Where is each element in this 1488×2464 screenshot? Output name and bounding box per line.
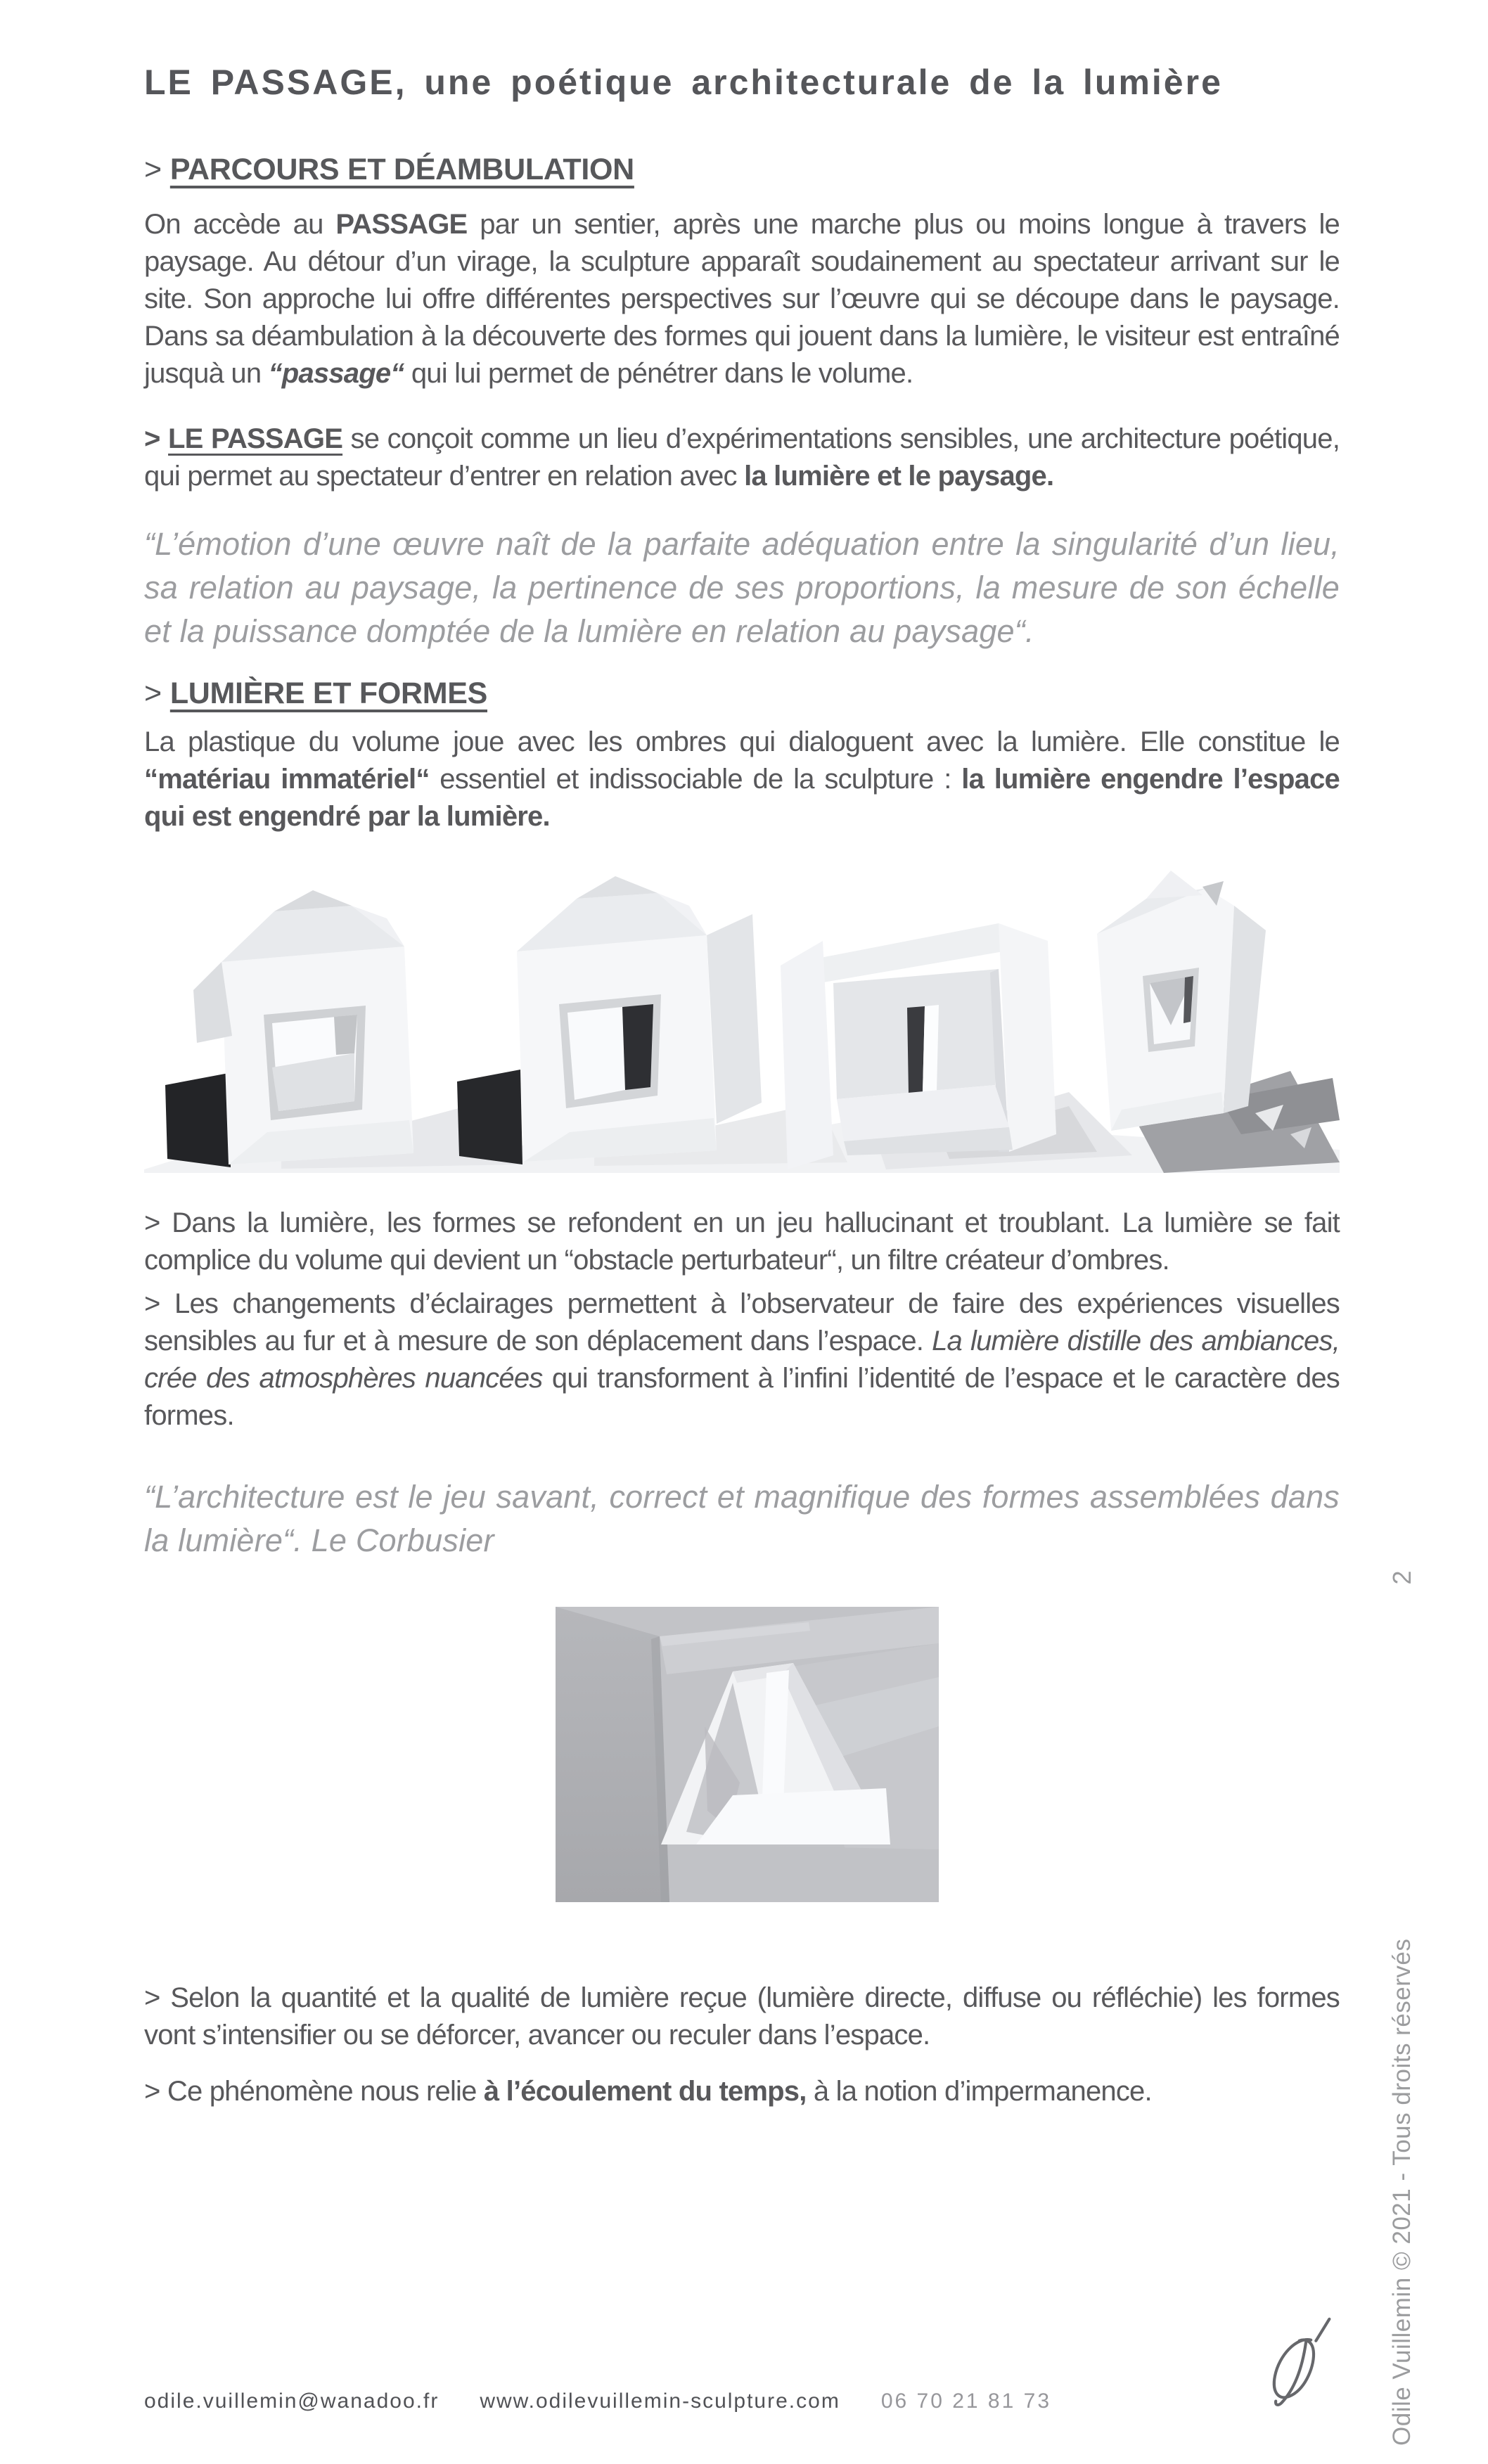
copyright-text: Odile Vuillemin © 2021 - Tous droits réservés	[1388, 1938, 1416, 2446]
text-segment: qui transforment à l’infini l’identité de l’espace et le caractère des formes.	[144, 1363, 1340, 1431]
page-number: 2	[1387, 1570, 1416, 1585]
paragraph-le-passage	[144, 421, 1340, 495]
footer	[144, 2389, 1051, 2413]
footer-website-link[interactable]: www.odilevuillemin-sculpture.com	[480, 2389, 840, 2413]
section-heading-parcours	[144, 152, 1340, 187]
text-segment: On accède au	[144, 209, 336, 240]
section-heading-lumiere	[144, 676, 1340, 711]
copyright-sidebar	[1387, 1570, 1418, 2446]
paragraph-plastique	[144, 724, 1340, 835]
text-segment: “matériau immatériel“	[144, 764, 430, 795]
paragraph-dans-la-lumiere	[144, 1205, 1340, 1279]
text-segment: par un sentier, après une marche plus ou moins longue à travers le paysage. Au détour d’un virage, la sculpture apparaît soudainement au spectateur arrivant sur le site. Son approche lui offre différentes perspectives sur l’œuvre qui se découpe dans le paysage. Dans sa déambulation à la découverte des formes qui jouent dans la lumière, le visiteur est entraîné jusquà un	[144, 209, 1340, 389]
text-segment: La lumière distille des ambiances, crée des atmosphères nuancées	[144, 1326, 1340, 1394]
chevron-prefix: >	[144, 153, 162, 186]
text-segment: > Selon la quantité et la qualité de lumière reçue (lumière directe, diffuse ou réfléchie) les formes vont s’intensifier ou se déforcer, avancer ou reculer dans l’espace.	[144, 1982, 1340, 2051]
quote-emotion: “L’émotion d’une œuvre naît de la parfaite adéquation entre la singularité d’un lieu, sa relation au paysage, la pertinence de ses proportions, la mesure de son échelle et la puissance domptée de la lumière en relation au paysage“.	[144, 526, 1340, 649]
paragraph-phenomene	[144, 2073, 1340, 2110]
paragraph-selon	[144, 1979, 1340, 2054]
sculpture-photo-4	[1097, 871, 1340, 1173]
section-heading-label: PARCOURS ET DÉAMBULATION	[169, 153, 634, 186]
section-heading-label: LUMIÈRE ET FORMES	[169, 676, 487, 710]
text-segment: >	[144, 423, 169, 454]
page-title: LE PASSAGE, une poétique architecturale de la lumière	[144, 63, 1223, 102]
text-segment: la lumière engendre l’espace qui est engendré par la lumière.	[144, 764, 1340, 832]
models-photo-strip-image	[144, 867, 1340, 1173]
text-segment: La plastique du volume joue avec les ombres qui dialoguent avec la lumière. Elle constitue le	[144, 726, 1340, 757]
footer-email-link[interactable]: odile.vuillemin@wanadoo.fr	[144, 2389, 440, 2413]
text-segment: la lumière et le paysage.	[744, 461, 1054, 492]
text-segment: > Dans la lumière, les formes se refondent en un jeu hallucinant et troublant. La lumière se fait complice du volume qui devient un “obstacle perturbateur“, un filtre créateur d’ombres.	[144, 1207, 1340, 1276]
text-segment: à l’écoulement du temps,	[483, 2076, 807, 2107]
text-segment: essentiel et indissociable de la sculpture :	[429, 764, 962, 795]
text-segment: LE PASSAGE	[168, 423, 343, 454]
footer-phone: 06 70 21 81 73	[880, 2389, 1051, 2413]
quote-le-corbusier: “L’architecture est le jeu savant, correct et magnifique des formes assemblées dans la lumière“. Le Corbusier	[144, 1479, 1340, 1558]
text-segment: se conçoit comme un lieu d’expérimentations sensibles, une architecture poétique, qui permet au spectateur d’entrer en relation avec	[144, 423, 1340, 492]
text-segment: PASSAGE	[335, 209, 468, 240]
interior-detail-image	[556, 1607, 939, 1902]
text-segment: qui lui permet de pénétrer dans le volume.	[404, 358, 913, 389]
signature-mark-icon	[1257, 2305, 1345, 2418]
paragraph-parcours	[144, 206, 1340, 392]
photo-strip-models	[144, 867, 1340, 1173]
photo-interior-detail	[556, 1607, 939, 1902]
text-segment: à la notion d’impermanence.	[806, 2076, 1152, 2107]
paragraph-changements	[144, 1285, 1340, 1435]
chevron-prefix: >	[144, 676, 162, 710]
content-column	[144, 62, 1340, 2110]
text-segment: “passage“	[268, 358, 404, 389]
text-segment: > Ce phénomène nous relie	[144, 2076, 484, 2107]
text-segment: > Les changements d’éclairages permettent à l’observateur de faire des expériences visuelles sensibles au fur et à mesure de son déplacement dans l’espace.	[144, 1288, 1340, 1356]
